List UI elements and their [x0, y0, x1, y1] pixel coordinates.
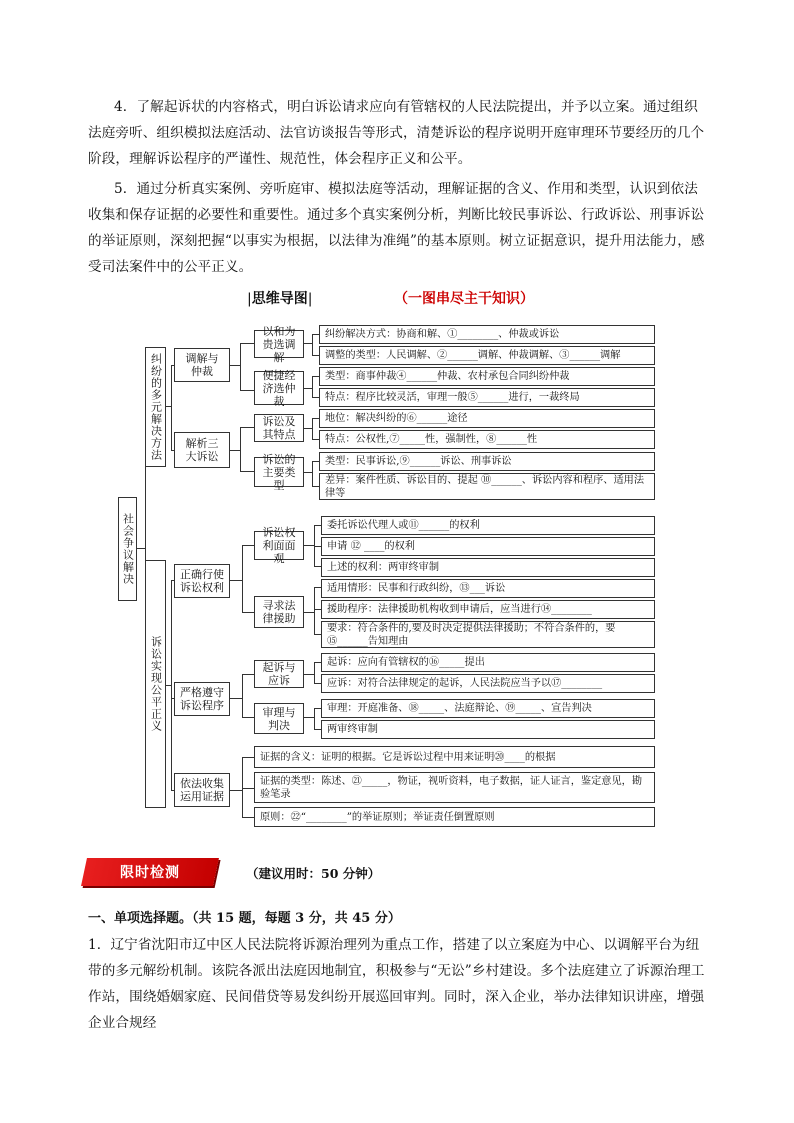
- mid-sue-respond: 起诉与应诉: [254, 660, 304, 688]
- question-1: 1．辽宁省沈阳市辽中区人民法院将诉源治理列为重点工作，搭建了以立案庭为中心、以调解平台为纽带的多元解纷机制。该院各派出法庭因地制宜，积极参与“无讼”乡村建设。多个法庭建立了诉源治理工作站，围绕婚姻家庭、民间借贷等易发纠纷开展巡回审判。同时，深入企业，举办法律知识讲座，增强企业合规经: [88, 937, 705, 1031]
- leaf-4: 特点：程序比较灵活，审理一般⑤______进行，一裁终局: [319, 388, 655, 407]
- leaf-15: 起诉：应向有管辖权的⑯_____提出: [321, 653, 655, 672]
- mid-rights-overview: 诉讼权利面面观: [254, 531, 304, 560]
- leaf-18: 两审终审制: [321, 720, 655, 739]
- leaf-5: 地位：解决纠纷的⑥______途径: [319, 409, 655, 428]
- leaf-10: 申请 ⑫ ____的权利: [321, 537, 655, 556]
- suggested-time: （建议用时：50 分钟）: [246, 866, 381, 881]
- leaf-19: 证据的含义：证明的根据。它是诉讼过程中用来证明⑳____的根据: [254, 746, 655, 768]
- leaf-9: 委托诉讼代理人或⑪______的权利: [321, 516, 655, 535]
- leaf-11: 上述的权利：两审终审制: [321, 558, 655, 577]
- leaf-20: 证据的类型：陈述、㉑_____，物证，视听资料，电子数据，证人证言，鉴定意见，勘验笔录: [254, 772, 655, 803]
- mid-trial-judgment: 审理与判决: [254, 703, 304, 734]
- leaf-8: 差异：案件性质、诉讼目的、提起 ⑩______、诉讼内容和程序、适用法律等: [319, 473, 655, 500]
- sub-mediation-arbitration: 调解与仲裁: [174, 348, 230, 382]
- leaf-2: 调整的类型：人民调解、②______调解、仲裁调解、③______调解: [319, 346, 655, 365]
- sub-exercise-rights: 正确行使诉讼权利: [174, 564, 230, 598]
- section-banner: 限时检测: [120, 865, 180, 881]
- mid-arbitration: 便捷经济选仲裁: [254, 371, 304, 405]
- branch-litigation-justice: 诉讼实现公平正义: [145, 560, 166, 808]
- sub-collect-evidence: 依法收集运用证据: [174, 773, 230, 807]
- branch-multiple-methods: 纠纷的多元解决方法: [145, 347, 166, 467]
- sub-follow-procedure: 严格遵守诉讼程序: [174, 682, 230, 716]
- mindmap-title: |思维导图|: [247, 291, 313, 307]
- leaf-6: 特点：公权性,⑦_____性，强制性，⑧______性: [319, 430, 655, 449]
- leaf-14: 要求：符合条件的,要及时决定提供法律援助；不符合条件的，要⑮______告知理由: [321, 621, 655, 648]
- mindmap-subtitle: （一图串尽主干知识）: [394, 291, 534, 307]
- leaf-3: 类型：商事仲裁④______仲裁、农村承包合同纠纷仲裁: [319, 367, 655, 386]
- leaf-12: 适用情形：民事和行政纠纷，⑬___诉讼: [321, 579, 655, 598]
- leaf-1: 纠纷解决方式：协商和解、①________、仲裁或诉讼: [319, 325, 655, 344]
- root-node: 社会争议解决: [118, 497, 137, 601]
- section-heading: 一、单项选择题。（共 15 题，每题 3 分，共 45 分）: [88, 911, 401, 926]
- leaf-13: 援助程序：法律援助机构收到申请后，应当进行⑭________: [321, 600, 655, 619]
- leaf-17: 审理：开庭准备、⑱_____、法庭辩论、⑲_____、宣告判决: [321, 699, 655, 718]
- mid-mediation: 以和为贵选调解: [254, 330, 304, 358]
- mid-litigation-features: 诉讼及其特点: [254, 414, 304, 442]
- leaf-21: 原则：㉒“________”的举证原则；举证责任倒置原则: [254, 807, 655, 827]
- sub-three-litigations: 解析三大诉讼: [174, 432, 230, 468]
- leaf-16: 应诉：对符合法律规定的起诉，人民法院应当予以⑰________: [321, 674, 655, 693]
- paragraph-4: 4．了解起诉状的内容格式，明白诉讼请求应向有管辖权的人民法院提出，并予以立案。通过组织法庭旁听、组织模拟法庭活动、法官访谈报告等形式，清楚诉讼的程序说明开庭审理环节要经历的几个阶段，理解诉讼程序的严谨性、规范性，体会程序正义和公平。: [88, 99, 705, 167]
- mid-legal-aid: 寻求法律援助: [254, 596, 304, 628]
- leaf-7: 类型：民事诉讼,⑨______诉讼、刑事诉讼: [319, 452, 655, 471]
- paragraph-5: 5．通过分析真实案例、旁听庭审、模拟法庭等活动，理解证据的含义、作用和类型，认识到依法收集和保存证据的必要性和重要性。通过多个真实案例分析，判断比较民事诉讼、行政诉讼、刑事诉讼的举证原则，深刻把握“以事实为根据，以法律为准绳”的基本原则。树立证据意识，提升用法能力，感受司法案件中的公平正义。: [88, 181, 705, 275]
- mid-litigation-types: 诉讼的主要类型: [254, 457, 304, 487]
